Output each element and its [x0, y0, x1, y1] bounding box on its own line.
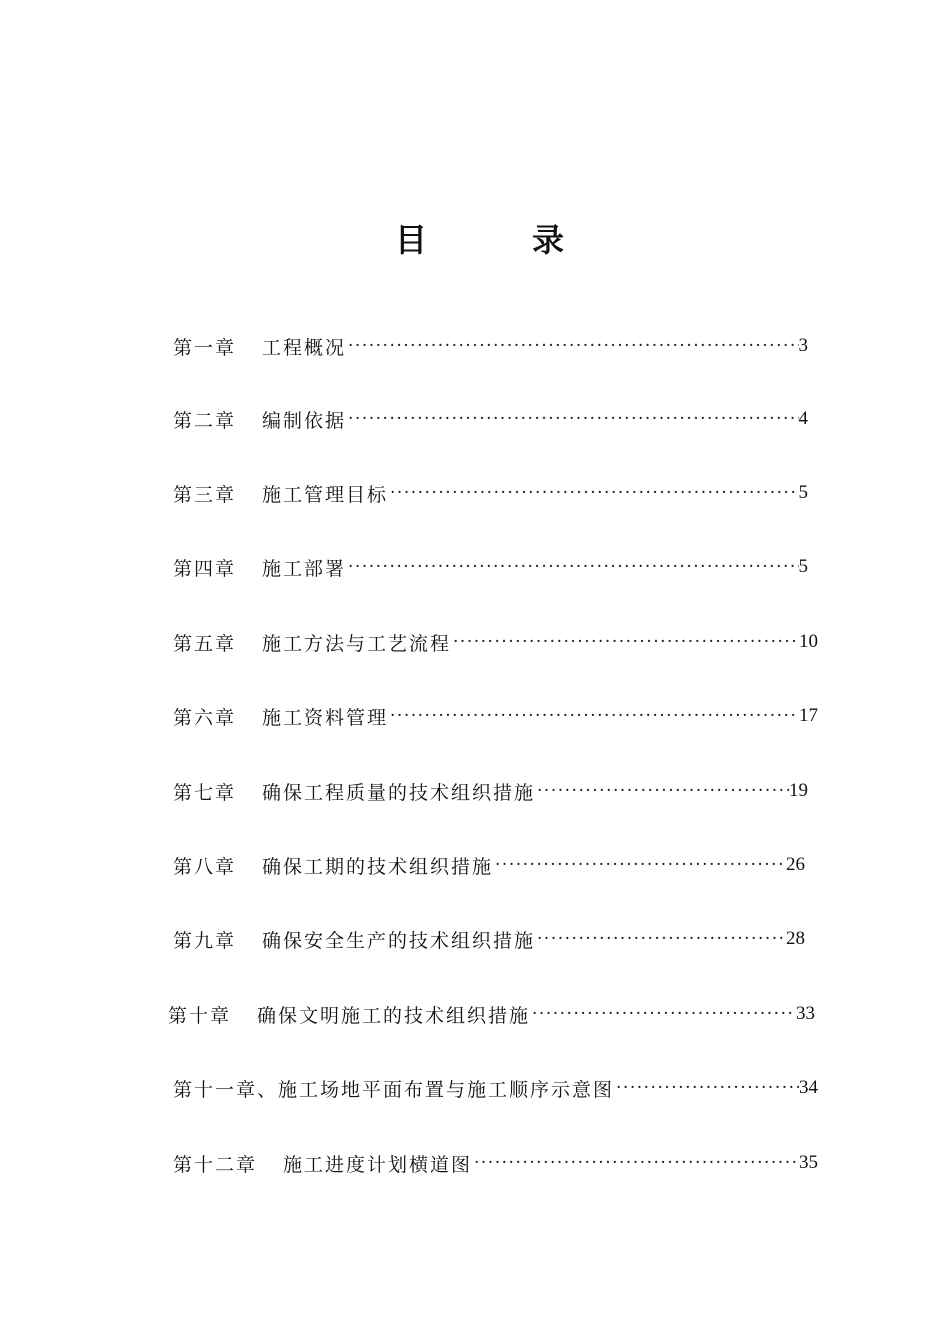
toc-entry-5[interactable]: [173, 627, 818, 657]
toc-entry-2[interactable]: [173, 404, 808, 434]
toc-chapter-label: 第五章: [173, 632, 237, 655]
toc-chapter-label: 第三章: [173, 483, 237, 506]
toc-entry-1[interactable]: [173, 331, 808, 361]
toc-entry-title: 确保文明施工的技术组织措施: [257, 1004, 531, 1027]
toc-entry-title: 施工方法与工艺流程: [262, 632, 452, 655]
toc-leader-dots: [535, 929, 786, 949]
toc-entry-3[interactable]: [173, 478, 808, 508]
toc-entry-title: 确保安全生产的技术组织措施: [262, 929, 536, 952]
toc-entry-title: 施工场地平面布置与施工顺序示意图: [278, 1078, 615, 1101]
toc-page-number: 35: [799, 1152, 818, 1173]
toc-leader-dots: [535, 781, 789, 801]
toc-entry-title: 施工管理目标: [262, 483, 389, 506]
toc-chapter-label: 第八章: [173, 855, 237, 878]
toc-chapter-label: 第一章: [173, 336, 237, 359]
toc-chapter-label: 第十章: [168, 1004, 232, 1027]
toc-page-number: 5: [798, 482, 808, 503]
toc-page-number: 10: [799, 631, 818, 652]
toc-entry-title: 工程概况: [262, 336, 347, 359]
toc-entry-8[interactable]: [173, 850, 805, 880]
toc-chapter-label: 第六章: [173, 706, 237, 729]
toc-leader-dots: [451, 632, 799, 652]
toc-entry-11[interactable]: [173, 1073, 818, 1103]
toc-entry-title: 施工部署: [262, 557, 347, 580]
toc-entry-title: 编制依据: [262, 409, 347, 432]
toc-entry-12[interactable]: [173, 1148, 818, 1178]
toc-leader-dots: [493, 855, 786, 875]
toc-entry-9[interactable]: [173, 924, 805, 954]
toc-page-number: 19: [789, 780, 808, 801]
toc-leader-dots: [472, 1153, 799, 1173]
toc-leader-dots: [346, 557, 798, 577]
toc-page-number: 4: [798, 408, 808, 429]
toc-entry-10[interactable]: [168, 999, 815, 1029]
toc-leader-dots: [388, 706, 799, 726]
toc-page-number: 5: [798, 556, 808, 577]
toc-page-number: 26: [786, 854, 805, 875]
toc-entry-7[interactable]: [173, 776, 808, 806]
toc-entry-6[interactable]: [173, 701, 818, 731]
toc-page-number: 17: [799, 705, 818, 726]
toc-chapter-label: 第十二章: [173, 1153, 258, 1176]
toc-page-number: 3: [798, 335, 808, 356]
toc-entry-title: 确保工程质量的技术组织措施: [262, 781, 536, 804]
toc-chapter-label: 第二章: [173, 409, 237, 432]
toc-page-number: 28: [786, 928, 805, 949]
title-char-lu: 录: [532, 221, 565, 259]
toc-entry-title: 施工资料管理: [262, 706, 389, 729]
toc-page-number: 33: [796, 1003, 815, 1024]
toc-entry-title: 确保工期的技术组织措施: [262, 855, 494, 878]
toc-entry-title: 施工进度计划横道图: [283, 1153, 473, 1176]
toc-leader-dots: [530, 1004, 796, 1024]
toc-leader-dots: [346, 409, 798, 429]
toc-leader-dots: [614, 1078, 799, 1098]
toc-chapter-label: 第十一章、: [173, 1078, 279, 1101]
toc-chapter-label: 第九章: [173, 929, 237, 952]
page-title: [0, 218, 950, 268]
toc-leader-dots: [346, 336, 798, 356]
toc-chapter-label: 第七章: [173, 781, 237, 804]
toc-chapter-label: 第四章: [173, 557, 237, 580]
title-char-mu: 目: [395, 221, 428, 259]
toc-page-number: 34: [799, 1077, 818, 1098]
toc-entry-4[interactable]: [173, 552, 808, 582]
toc-leader-dots: [388, 483, 798, 503]
